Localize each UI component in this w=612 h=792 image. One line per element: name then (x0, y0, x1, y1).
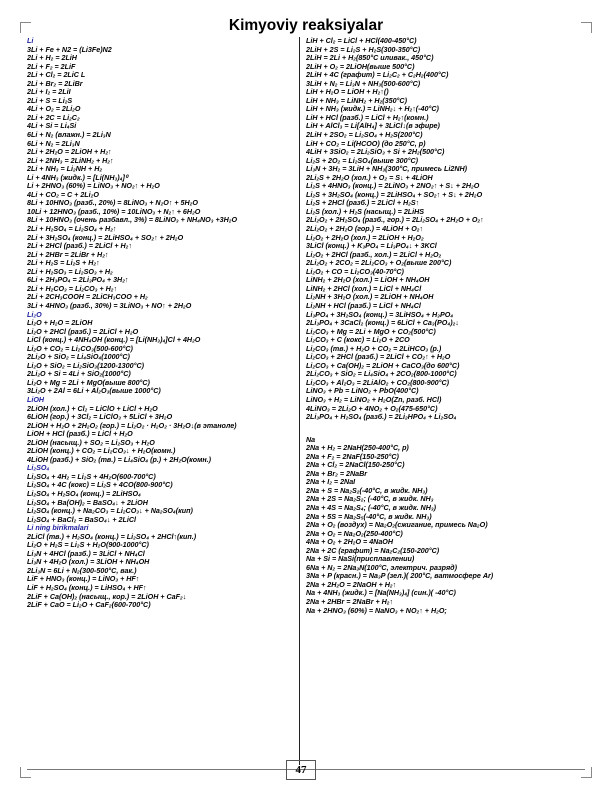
reaction-line: Na (306, 435, 316, 444)
reaction-line: LiH + NH₃ = LiNH₂ + H₂(350°C) (306, 96, 407, 105)
reaction-line: Li₂O₂ + 2H₂O (хол.) = 2LiOH + H₂O₂ (306, 233, 424, 242)
reaction-line: Li₂O + H₂S = Li₂S + H₂O(900-1000°C) (27, 541, 149, 550)
reaction-line: 2LiF + Ca(OH)₂ (насыщ., кор.) = 2LiOH + CaF₂↓ (27, 592, 187, 601)
reaction-line: 2Li₂O + SiO₂ = Li₄SiO₄(1000°C) (27, 353, 130, 362)
reaction-line: Li₂O + Mg = 2Li + MgO(выше 800°C) (27, 378, 150, 387)
reaction-line: Li₂O + SiO₂ = Li₂SiO₃(1200-1300°C) (27, 361, 144, 370)
reaction-line: 2Na + O₂ = Na₂O₂(250-400°C) (306, 529, 403, 538)
reaction-line: Li₂O₂ + CO = Li₂CO₃(40-70°C) (306, 267, 404, 276)
reaction-line: Li₂CO₃ + Al₂O₃ = 2LiAlO₂ + CO₂(800-900°C) (306, 378, 450, 387)
reaction-line: 2Li + Br₂ = 2LiBr (27, 79, 83, 88)
reaction-line: 8Li + 10HNO₃ (очень разбавл., 3%) = 8LiNO₃ + NH₄NO₃ +3H₂O (27, 216, 238, 225)
page-number: 47 (286, 760, 316, 780)
reaction-line: 2Li + H₂ = 2LiH (27, 54, 77, 63)
reaction-line: 3LiH + N₂ = Li₃N + NH₃(500-600°C) (306, 79, 421, 88)
reaction-line: LiNH₂ + 2HCl (хол.) = LiCl + NH₄Cl (306, 284, 422, 293)
reaction-line: 2Li + 2CH₃COOH = 2LiCH₃COO + H₂ (27, 293, 148, 302)
reaction-line: 2LiH + 4C (графит) = Li₂C₂ + C₂H₂(400°C) (306, 71, 449, 80)
reaction-line: 2LiF + CaO = Li₂O + CaF₂(600-700°C) (27, 601, 151, 610)
reaction-line: Li₂S (хол.) + H₂S (насыщ.) = 2LiHS (306, 207, 425, 216)
reaction-line: LiNH₂ + 2H₂O (хол.) = LiOH + NH₄OH (306, 276, 430, 285)
reaction-line: Li₃N + 4H₂O (хол.) = 3LiOH + NH₄OH (27, 558, 150, 567)
reaction-line: LiH + CO₂ = Li(HCOO) (до 250°C, р) (306, 139, 426, 148)
reaction-line: Li₂SO₄ + 4H₂ = Li₂S + 4H₂O(600-700°C) (27, 472, 156, 481)
right-column (306, 37, 596, 615)
reaction-line: 2Li + S = Li₂S (27, 96, 73, 105)
reaction-line: Na + 2HNO₃ (60%) = NaNO₃ + NO₂↑ + H₂O; (306, 606, 447, 615)
reaction-line: 2Li₂O₂ + 2CO₂ = 2Li₂CO₃ + O₂(выше 200°C) (306, 259, 452, 268)
reaction-line: Li₂CO₃ (тв.) + H₂O + CO₂ = 2LiHCO₃ (р.) (306, 344, 442, 353)
reaction-line: LiNO₃ + H₂ = LiNO₂ + H₂O(Zn, разб. HCl) (306, 395, 442, 404)
reaction-line: Li₂O₂ + 2HCl (разб., хол.) = 2LiCl + H₂O₂ (306, 250, 442, 259)
reaction-line: 2Li + 2NH₃ = 2LiNH₂ + H₂↑ (27, 156, 114, 165)
reaction-line: 4LiNO₃ = 2Li₂O + 4NO₂ + O₂(475-650°C) (306, 404, 438, 413)
spacer (306, 422, 596, 436)
reaction-line: 2Li₂O + Si = 4Li + SiO₂(1000°C) (27, 370, 131, 379)
reaction-line: 2Na + 2HBr = 2NaBr + H₂↑ (306, 598, 394, 606)
reaction-line: 4LiH + 3SiO₂ = 2Li₂SiO₃ + Si + 2H₂(500°C) (306, 148, 445, 157)
reaction-line: Li₂CO₃ + Mg = 2Li + MgO + CO₂(500°C) (306, 327, 436, 336)
reaction-line: 10Li + 12HNO₃ (разб., 10%) = 10LiNO₃ + N₂↑ + 6H₂O (27, 207, 201, 216)
reaction-line: 6Li + N₂ (влажн.) = 2Li₃N (27, 131, 111, 140)
reaction-line: 3Li₂O + 2Al = 6Li + Al₂O₃(выше 1000°C) (27, 387, 161, 396)
reaction-line: Li₂CO₃ + Ca(OH)₂ = 2LiOH + CaCO₃(до 600°C) (306, 361, 460, 370)
reaction-line: 2Na + O₂ (воздух) = Na₂O₂(сжигание, примесь Na₂O) (306, 521, 488, 530)
reaction-line: Li₂SO₄ + H₂SO₄ (конц.) = 2LiHSO₄ (27, 489, 141, 498)
reaction-line: 4Li + Si = Li₄Si (27, 122, 77, 131)
reaction-line: 2Na + S = Na₂S₂(-40°C, в жидк. NH₃) (306, 486, 428, 495)
reaction-line: LiH + Cl₂ = LiCl + HCl(400-450°C) (306, 37, 417, 45)
reaction-line: Na + Si = NaSi(присплавлении) (306, 555, 415, 564)
reaction-line: 2Li₂O₂ + 2H₂SO₄ (разб., гор.) = 2Li₂SO₄ + 2H₂O + O₂↑ (306, 216, 484, 225)
section-heading: Li₂O (27, 310, 42, 319)
reaction-line: Li₂NH + HCl (разб.) = LiCl + NH₄Cl (306, 301, 421, 310)
reaction-line: 4LiOH (разб.) + SiO₂ (тв.) = Li₄SiO₄ (р.) + 2H₂O(комн.) (27, 455, 212, 464)
reaction-line: Li₂CO₃ + C (кокс) = Li₂O + 2CO (306, 336, 410, 345)
reaction-line: 2LiH + O₂ = 2LiOH(выше 500°C) (306, 62, 415, 71)
reaction-line: Li₃N + 3H₂ = 3LiH + NH₃(300°C, примесь Li2NH) (306, 165, 468, 174)
reaction-line: 2Li₃PO₄ + H₂SO₄ (разб.) = 2Li₂HPO₄ + Li₂SO₄ (306, 413, 457, 422)
reaction-line: LiH + AlCl₃ = Li[AlH₄] + 3LiCl↓(в эфире) (306, 122, 440, 131)
reaction-line: 2Li + NH₃ = Li₂NH + H₂ (27, 165, 103, 174)
reaction-line: 4Li + CO₂ = C + 2Li₂O (27, 190, 99, 199)
reaction-line: LiF + H₂SO₄ (конц.) = LiHSO₄ + HF↑ (27, 584, 147, 592)
reaction-line: Li₂SO₄ + BaCl₂ = BaSO₄↓ + 2LiCl (27, 515, 136, 524)
reaction-line: 4Li + O₂ = 2Li₂O (27, 105, 81, 114)
reaction-line: 2Li₃PO₄ + 3CaCl₂ (конц.) = 6LiCl + Ca₃(PO₄)₂↓ (306, 319, 459, 328)
reaction-line: 2LiOH (насыщ.) + SO₂ = Li₂SO₃ + H₂O (27, 438, 155, 447)
reaction-line: Li₂S + 2O₂ = Li₂SO₄(выше 300°C) (306, 156, 418, 165)
reaction-line: 2LiOH (хол.) + Cl₂ = LiClO + LiCl + H₂O (27, 404, 158, 413)
reaction-line: 2Li₂O₂ + 2H₂O (гор.) = 4LiOH + O₂↑ (306, 225, 424, 234)
page-title: Kimyoviy reaksiyalar (228, 17, 384, 34)
reaction-line: 2LiCl (тв.) + H₂SO₄ (конц.) = Li₂SO₄ + 2HCl↑(кип.) (27, 532, 197, 541)
reaction-line: Li₃N + 4HCl (разб.) = 3LiCl + NH₄Cl (27, 549, 145, 558)
reaction-line: Li₂NH + 3H₂O (хол.) = 2LiOH + NH₄OH (306, 293, 434, 302)
reaction-line: 6LiOH (гор.) + 3Cl₂ = LiClO₃ + 5LiCl + 3H₂O (27, 413, 173, 422)
reaction-line: 2Na + 4S = Na₂S₄; (-40°C, в жидк. NH₃) (306, 503, 437, 512)
reaction-line: LiF + HNO₃ (конц.) = LiNO₃ + HF↑ (27, 575, 140, 584)
reaction-line: 2Na + 5S = Na₂S₅(-40°C, в жидк. NH₃) (306, 512, 432, 521)
section-heading: Li₂SO₄ (27, 464, 50, 473)
reaction-line: 2Na + H₂ = 2NaH(250-400°C, p) (306, 444, 409, 453)
reaction-line: 2Li + 2HCl (разб.) = 2LiCl + H₂↑ (27, 242, 132, 251)
reaction-line: 2Li + 2H₂O = 2LiOH + H₂↑ (27, 148, 112, 157)
reaction-line: Li₂O + H₂O = 2LiOH (27, 319, 93, 328)
reaction-line: 6Li + 2H₃PO₄ = 2Li₃PO₄ + 3H₂↑ (27, 276, 129, 285)
reaction-line: 2Li + H₂SO₃ = Li₂SO₃ + H₂ (27, 267, 113, 276)
reaction-line: 2LiOH (конц.) + CO₂ = Li₂CO₃↓ + H₂O(комн.) (27, 447, 176, 456)
reaction-line: Na + 4NH₃ (жидк.) = [Na(NH₃)₄] (син.)( -40°C) (306, 589, 456, 598)
section-heading: Li (27, 37, 34, 45)
reaction-line: Li₂O + 2HCl (разб.) = 2LiCl + H₂O (27, 327, 139, 336)
reaction-line: LiNO₃ + Pb = LiNO₂ + PbO(400°C) (306, 387, 419, 396)
reaction-line: 2Na + Cl₂ = 2NaCl(150-250°C) (306, 461, 405, 470)
reaction-line: Li₂S + 4HNO₃ (конц.) = 2LiNO₃ + 2NO₂↑ + S↓ + 2H₂O (306, 182, 480, 191)
reaction-line: 3LiCl (конц.) + K₃PO₄ = Li₃PO₄↓ + 3KCl (306, 242, 437, 251)
reaction-line: Li₂SO₄ (конц.) + Na₂CO₃ = Li₂CO₃↓ + Na₂SO₄(кип) (27, 507, 193, 516)
reaction-line: 2Na + 2S = Na₂S₂; (-40°C, в жидк. NH₃ (306, 495, 434, 504)
reaction-line: 3Li + 4HNO₃ (разб., 30%) = 3LiNO₃ + NO↑ + 2H₂O (27, 301, 192, 310)
reaction-line: Li₂SO₄ + 4C (кокс) = Li₂S + 4CO(800-900°C) (27, 481, 173, 490)
reaction-line: Li₂CO₃ + 2HCl (разб.) = 2LiCl + CO₂↑ + H₂O (306, 353, 451, 362)
reaction-line: 2Li + I₂ = 2LiI (27, 88, 71, 97)
reaction-line: 2LiH = 2Li + H₂(850°C иливак., 450°C) (306, 54, 434, 63)
reaction-line: 2Li₃N = 6Li + N₂(300-500°C, вак.) (27, 566, 137, 575)
reaction-line: 2LiOH + H₂O + 2H₂O₂ (гор.) = Li₂O₂ · H₂O₂ · 3H₂O↓(в этаноле) (27, 421, 237, 430)
reaction-line: 4Na + O₂ + 2H₂O = 4NaOH (306, 538, 394, 547)
reaction-line: LiH + H₂O = LiOH + H₂↑() (306, 88, 389, 97)
reaction-line: 2Li + 2C = Li₂C₂ (27, 113, 80, 122)
reaction-line: 3Li + Fe + N2 = (Li3Fe)N2 (27, 45, 112, 54)
reaction-line: Li₂O + CO₂ = Li₂CO₃(500-600°C) (27, 344, 133, 353)
reaction-line: 2Li + 2HBr = 2LiBr + H₂↑ (27, 250, 109, 259)
reaction-line: 2Na + Br₂ = 2NaBr (306, 469, 368, 478)
reaction-line: 6Na + N₂ = 2Na₃N(100°C, электрич. разряд) (306, 563, 457, 572)
reaction-line: 2Na + 2H₂O = 2NaOH + H₂↑ (306, 580, 397, 589)
reaction-line: 2Li₂CO₃ + SiO₂ = Li₄SiO₄ + 2CO₂(800-1000°C) (306, 370, 457, 379)
reaction-line: Li₂S + 2HCl (разб.) = 2LiCl + H₂S↑ (306, 199, 420, 208)
reaction-line: Li + 4NH₃ (жидк.) = [Li(NH₃)₄]⁰ (27, 173, 128, 182)
reaction-line: LiH + HCl (разб.) = LiCl + H₂↑(комн.) (306, 113, 429, 122)
reaction-line: 2Li₂S + 2H₂O (хол.) + O₂ = S↓ + 4LiOH (306, 173, 433, 182)
reaction-line: Li₂S + 3H₂SO₄ (конц.) = 2LiHSO₄ + SO₂↑ + S↓ + 2H₂O (306, 190, 483, 199)
left-column (27, 37, 300, 765)
reaction-line: 3Na + P (красн.) = Na₃P (зел.)( 200°C, ватмосфере Ar) (306, 572, 494, 581)
reaction-line: 2Li + 3H₂SO₄ (конц.) = 2LiHSO₄ + SO₂↑ + 2H₂O (27, 233, 184, 242)
reaction-line: 2Na + 2C (графит) = Na₂C₂(150-200°C) (306, 546, 440, 555)
reaction-line: 2Li + Cl₂ = 2LiC L (27, 71, 86, 80)
section-heading: Li ning birikmalari (27, 524, 89, 533)
reaction-line: 2Li + H₂S = Li₂S + H₂↑ (27, 259, 100, 268)
reaction-line: LiOH + HCl (разб.) = LiCl + H₂O (27, 430, 133, 439)
reaction-line: Li + 2HNO₃ (60%) = LiNO₃ + NO₂↑ + H₂O (27, 182, 160, 191)
reaction-line: 2Na + I₂ = 2NaI (306, 478, 356, 487)
section-heading: LiOH (27, 395, 45, 404)
reaction-line: Li₂SO₄ + Ba(OH)₂ = BaSO₄↓ + 2LiOH (27, 498, 148, 507)
reaction-line: 2LiH + 2S = Li₂S + H₂S(300-350°C) (306, 45, 421, 54)
reaction-line: 6Li + N₂ = 2Li₃N (27, 139, 80, 148)
reaction-line: LiCl (конц.) + 4NH₄OH (конц.) = [Li(NH₃)₄]Cl + 4H₂O (27, 336, 201, 345)
reaction-line: LiH + NH₃ (жидк.) = LiNH₂↓ + H₂↑(-40°C) (306, 105, 439, 114)
reaction-line: Li₃PO₄ + 3H₂SO₄ (конц.) = 3LiHSO₄ + H₃PO₄ (306, 310, 454, 319)
reaction-line: 2Li + H₂CO₃ = Li₂CO₃ + H₂↑ (27, 284, 118, 293)
reaction-line: 2Na + F₂ = 2NaF(150-250°C) (306, 452, 399, 461)
reaction-line: 2Li + H₂SO₄ = Li₂SO₄ + H₂↑ (27, 225, 117, 234)
reaction-line: 8Li + 10HNO₃ (разб., 20%) = 8LiNO₃ + N₂O↑ + 5H₂O (27, 199, 198, 208)
reaction-line: 2Li + F₂ = 2LiF (27, 62, 76, 71)
reaction-line: 2LiH + 2SO₂ = Li₂SO₄ + H₂S(200°C) (306, 131, 423, 140)
